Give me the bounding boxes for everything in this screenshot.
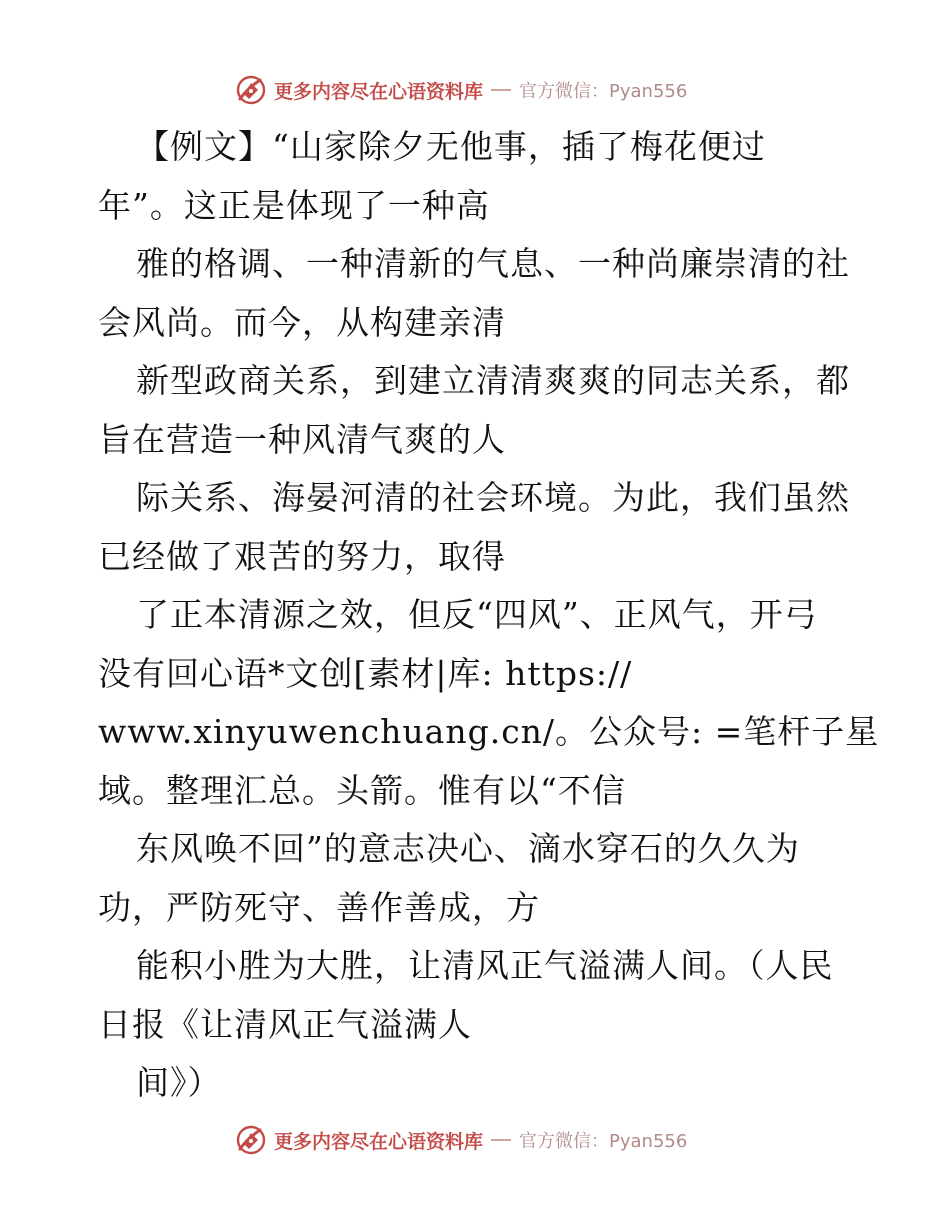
pen-nib-logo-icon [234,1123,268,1157]
text-line: 东风唤不回”的意志决心、滴水穿石的久久为 [136,829,800,868]
header-banner [234,70,687,110]
text-line: 新型政商关系，到建立清清爽爽的同志关系，都 [136,361,850,400]
text-line: 了正本清源之效，但反“四风”、正风气，开弓 [136,595,818,634]
text-line: 雅的格调、一种清新的气息、一种尚廉崇清的社 [136,244,850,283]
text-line: 功，严防死守、善作善成，方 [98,887,540,927]
banner-wechat: 官方微信：Pyan556 [519,81,688,102]
text-line: www.xinyuwenchuang.cn/。公众号: =笔杆子星 [98,712,880,751]
banner-wechat: 官方微信：Pyan556 [519,1131,688,1152]
text-line: 【例文】“山家除夕无他事，插了梅花便过 [136,127,766,166]
text-line: 能积小胜为大胜，让清风正气溢满人间。（人民 [136,946,834,985]
pen-nib-logo-icon [234,73,268,107]
text-line: 已经做了艰苦的努力，取得 [98,536,506,576]
text-line: 旨在营造一种风清气爽的人 [98,419,506,459]
text-line: 日报《让清风正气溢满人 [98,1004,472,1044]
text-line: 没有回心语*文创[素材|库: https:// [98,653,633,693]
text-line: 年”。这正是体现了一种高 [98,185,490,225]
text-line: 域。整理汇总。头箭。惟有以“不信 [98,770,626,810]
text-line: 间》） [136,1063,222,1102]
banner-title: 更多内容尽在心语资料库 [274,1130,484,1153]
text-line: 际关系、海晏河清的社会环境。为此，我们虽然 [136,478,850,517]
banner-divider [491,1139,511,1141]
text-line: 会风尚。而今，从构建亲清 [98,302,506,342]
article-body [98,118,880,1113]
banner-title: 更多内容尽在心语资料库 [274,80,484,103]
footer-banner [234,1120,687,1160]
banner-divider [491,89,511,91]
